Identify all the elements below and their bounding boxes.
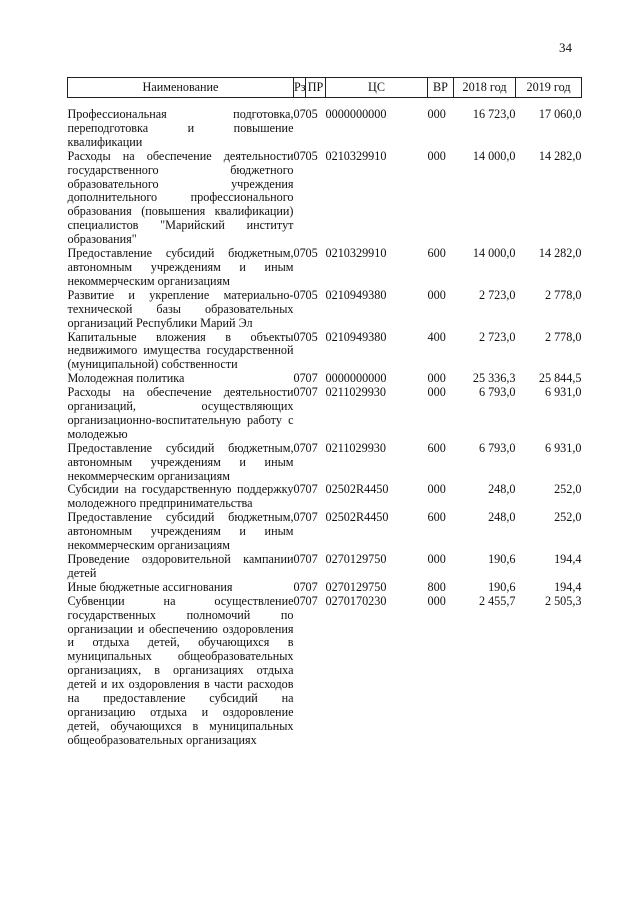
table-row xyxy=(68,595,582,748)
cell-pr: 05 xyxy=(305,246,318,261)
cell-name: Субсидии на государственную поддержку молодежного предпринимательства xyxy=(67,482,294,511)
cell-rz: 07 xyxy=(293,552,306,566)
table-row xyxy=(68,483,582,511)
cell-cs: 0210329910 xyxy=(325,246,387,261)
cell-y2018: 14 000,0 xyxy=(472,246,516,261)
cell-y2019: 14 282,0 xyxy=(538,246,582,261)
cell-cs: 0000000000 xyxy=(325,371,387,386)
cell-y2018: 14 000,0 xyxy=(472,148,516,163)
cell-cs: 0210949380 xyxy=(325,329,387,344)
table-row xyxy=(68,150,582,247)
cell-pr: 07 xyxy=(305,371,318,386)
table-body xyxy=(68,98,582,748)
cell-name: Предоставление субсидий бюджетным, автономным учреждениям и иным некоммерческим организациям xyxy=(67,440,294,483)
cell-y2018: 6 793,0 xyxy=(478,385,516,400)
cell-cs: 0000000000 xyxy=(325,107,387,121)
header-2018: 2018 год xyxy=(454,78,516,98)
cell-cs: 0270170230 xyxy=(325,593,387,608)
cell-y2019: 194,4 xyxy=(554,552,582,566)
cell-vr: 000 xyxy=(427,107,446,121)
cell-rz: 07 xyxy=(293,510,306,525)
table-row xyxy=(68,247,582,289)
cell-cs: 0210329910 xyxy=(325,148,387,163)
table-row xyxy=(68,331,582,373)
cell-pr: 07 xyxy=(305,385,318,400)
budget-table xyxy=(67,77,582,748)
cell-rz: 07 xyxy=(293,287,306,302)
cell-cs: 0211029930 xyxy=(325,440,386,455)
cell-pr: 07 xyxy=(305,510,318,525)
cell-name: Предоставление субсидий бюджетным, автономным учреждениям и иным некоммерческим организациям xyxy=(67,246,294,288)
cell-pr: 07 xyxy=(305,482,318,497)
cell-cs: 02502R4450 xyxy=(325,482,389,497)
cell-rz: 07 xyxy=(293,579,306,594)
cell-vr: 400 xyxy=(427,329,446,344)
header-rz: Рз xyxy=(294,78,306,98)
cell-rz: 07 xyxy=(293,385,306,400)
cell-y2019: 194,4 xyxy=(554,579,582,594)
cell-cs: 02502R4450 xyxy=(325,510,389,525)
table-row xyxy=(68,108,582,150)
cell-name: Развитие и укрепление материально-технической базы образовательных организаций Республики Марий Эл xyxy=(67,287,294,330)
header-vr: ВР xyxy=(428,78,454,98)
cell-vr: 000 xyxy=(427,593,446,608)
cell-y2019: 14 282,0 xyxy=(538,148,582,163)
table-row xyxy=(68,386,582,442)
cell-y2019: 252,0 xyxy=(554,482,582,497)
cell-name: Проведение оздоровительной кампании детей xyxy=(67,552,294,580)
cell-y2019: 2 778,0 xyxy=(544,287,582,302)
cell-y2019: 25 844,5 xyxy=(538,371,582,386)
cell-y2019: 17 060,0 xyxy=(538,107,582,121)
cell-cs: 0270129750 xyxy=(325,579,387,594)
header-2019: 2019 год xyxy=(516,78,582,98)
cell-rz: 07 xyxy=(293,440,306,455)
cell-rz: 07 xyxy=(293,107,306,121)
cell-y2019: 2 505,3 xyxy=(544,593,582,608)
cell-y2018: 190,6 xyxy=(488,579,516,594)
cell-name: Иные бюджетные ассигнования xyxy=(67,579,233,594)
table-row xyxy=(68,581,582,595)
cell-rz: 07 xyxy=(293,593,306,608)
cell-cs: 0210949380 xyxy=(325,287,387,302)
cell-y2018: 2 723,0 xyxy=(478,329,516,344)
cell-pr: 05 xyxy=(305,329,318,344)
cell-pr: 05 xyxy=(305,287,318,302)
cell-vr: 000 xyxy=(427,148,446,163)
cell-pr: 07 xyxy=(305,579,318,594)
page-number: 34 xyxy=(559,40,572,55)
cell-rz: 07 xyxy=(293,371,306,386)
cell-rz: 07 xyxy=(293,246,306,261)
table-row xyxy=(68,553,582,581)
cell-pr: 05 xyxy=(305,107,318,121)
cell-vr: 000 xyxy=(427,385,446,400)
cell-vr: 800 xyxy=(427,579,446,594)
cell-vr: 600 xyxy=(427,440,446,455)
cell-rz: 07 xyxy=(293,482,306,497)
cell-rz: 07 xyxy=(293,329,306,344)
cell-y2019: 252,0 xyxy=(554,510,582,525)
cell-y2018: 16 723,0 xyxy=(472,107,516,121)
cell-vr: 000 xyxy=(427,371,446,386)
table-row xyxy=(68,442,582,484)
cell-name: Расходы на обеспечение деятельности организаций, осуществляющих организационно-воспитательную работу с молодежью xyxy=(67,385,294,441)
header-cs: ЦС xyxy=(326,78,428,98)
cell-pr: 07 xyxy=(305,593,318,608)
cell-name: Предоставление субсидий бюджетным, автономным учреждениям и иным некоммерческим организациям xyxy=(67,510,294,553)
table-row xyxy=(68,372,582,386)
cell-y2019: 6 931,0 xyxy=(544,385,582,400)
cell-y2018: 25 336,3 xyxy=(472,371,516,386)
cell-vr: 000 xyxy=(427,482,446,497)
cell-name: Профессиональная подготовка, переподготовка и повышение квалификации xyxy=(67,107,294,149)
cell-name: Молодежная политика xyxy=(67,371,185,386)
cell-y2018: 2 455,7 xyxy=(478,593,516,608)
table-header xyxy=(68,78,582,98)
cell-name: Расходы на обеспечение деятельности государственного бюджетного образовательного учреждения дополнительного профессионального образования (повышения квалификации) специалистов "Марийский институт образования" xyxy=(67,148,294,247)
cell-cs: 0211029930 xyxy=(325,385,386,400)
cell-pr: 05 xyxy=(305,148,318,163)
cell-name: Субвенции на осуществление государственных полномочий по организации и обеспечению оздоровления и отдыха детей, обучающихся в муниципальных общеобразовательных организациях, в организациях отдыха детей и их оздоровления в части расходов на предоставление субсидий на организацию отдыха и оздоровление детей, обучающихся в муниципальных общеобразовательных организациях xyxy=(67,593,294,747)
header-pr: ПР xyxy=(306,78,326,98)
cell-rz: 07 xyxy=(293,148,306,163)
cell-vr: 000 xyxy=(427,552,446,566)
cell-y2019: 6 931,0 xyxy=(544,440,582,455)
cell-vr: 600 xyxy=(427,510,446,525)
table-row xyxy=(68,289,582,331)
table-row xyxy=(68,511,582,553)
cell-y2019: 2 778,0 xyxy=(544,329,582,344)
cell-pr: 07 xyxy=(305,440,318,455)
cell-pr: 07 xyxy=(305,552,318,566)
cell-y2018: 6 793,0 xyxy=(478,440,516,455)
cell-y2018: 2 723,0 xyxy=(478,287,516,302)
cell-vr: 000 xyxy=(427,287,446,302)
cell-cs: 0270129750 xyxy=(325,552,387,566)
cell-y2018: 248,0 xyxy=(488,510,516,525)
header-name: Наименование xyxy=(68,78,294,98)
cell-name: Капитальные вложения в объекты недвижимого имущества государственной (муниципальной) собственности xyxy=(67,329,294,372)
cell-y2018: 248,0 xyxy=(488,482,516,497)
cell-y2018: 190,6 xyxy=(488,552,516,566)
cell-vr: 600 xyxy=(427,246,446,261)
